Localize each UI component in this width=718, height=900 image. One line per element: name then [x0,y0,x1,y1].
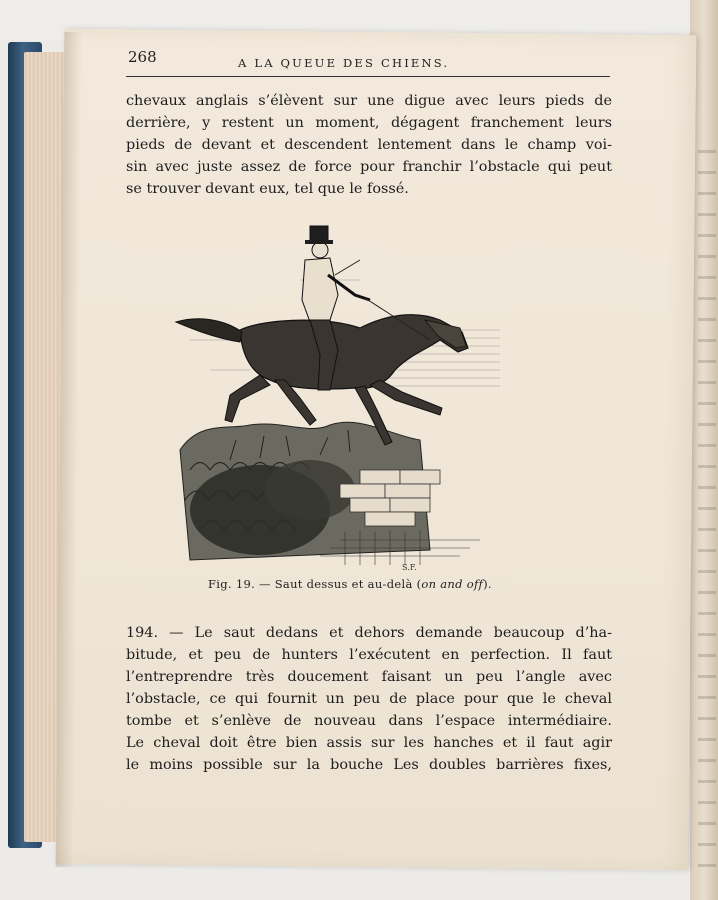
text-line: bitude, et peu de hunters l’exécutent en perfection. Il faut [126,647,612,663]
caption-italic: on and off [421,577,484,591]
text-line: 194. — Le saut dedans et dehors demande beaucoup d’ha- [126,625,612,641]
running-head: A LA QUEUE DES CHIENS. [238,56,450,70]
horse-jump-engraving [170,220,500,580]
text-line: derrière, y restent un moment, dégagent franchement leurs [126,115,612,131]
caption-suffix: ). [483,577,492,591]
caption-prefix: Fig. 19. — Saut dessus et au-delà ( [208,577,422,591]
figure-caption [208,577,492,591]
text-line: tombe et s’enlève de nouveau dans l’espace intermédiaire. [126,713,612,729]
page-number: 268 [128,48,157,66]
text-line: le moins possible sur la bouche Les doubles barrières fixes, [126,757,612,773]
header-rule [126,76,610,77]
paragraph-1 [126,90,612,200]
text-line: l’entreprendre très doucement faisant un peu l’angle avec [126,669,612,685]
text-line: pieds de devant et descendent lentement dans le champ voi- [126,137,612,153]
facing-page-text [698,150,716,870]
artist-mark: S.F. [402,563,417,572]
text-line: se trouver devant eux, tel que le fossé. [126,181,409,197]
text-line: Le cheval doit être bien assis sur les hanches et il faut agir [126,735,612,751]
text-line: l’obstacle, ce qui fournit un peu de place pour que le cheval [126,691,612,707]
text-line: sin avec juste assez de force pour franchir l’obstacle qui peut [126,159,612,175]
paragraph-194 [126,622,612,776]
text-line: chevaux anglais s’élèvent sur une digue avec leurs pieds de [126,93,612,109]
